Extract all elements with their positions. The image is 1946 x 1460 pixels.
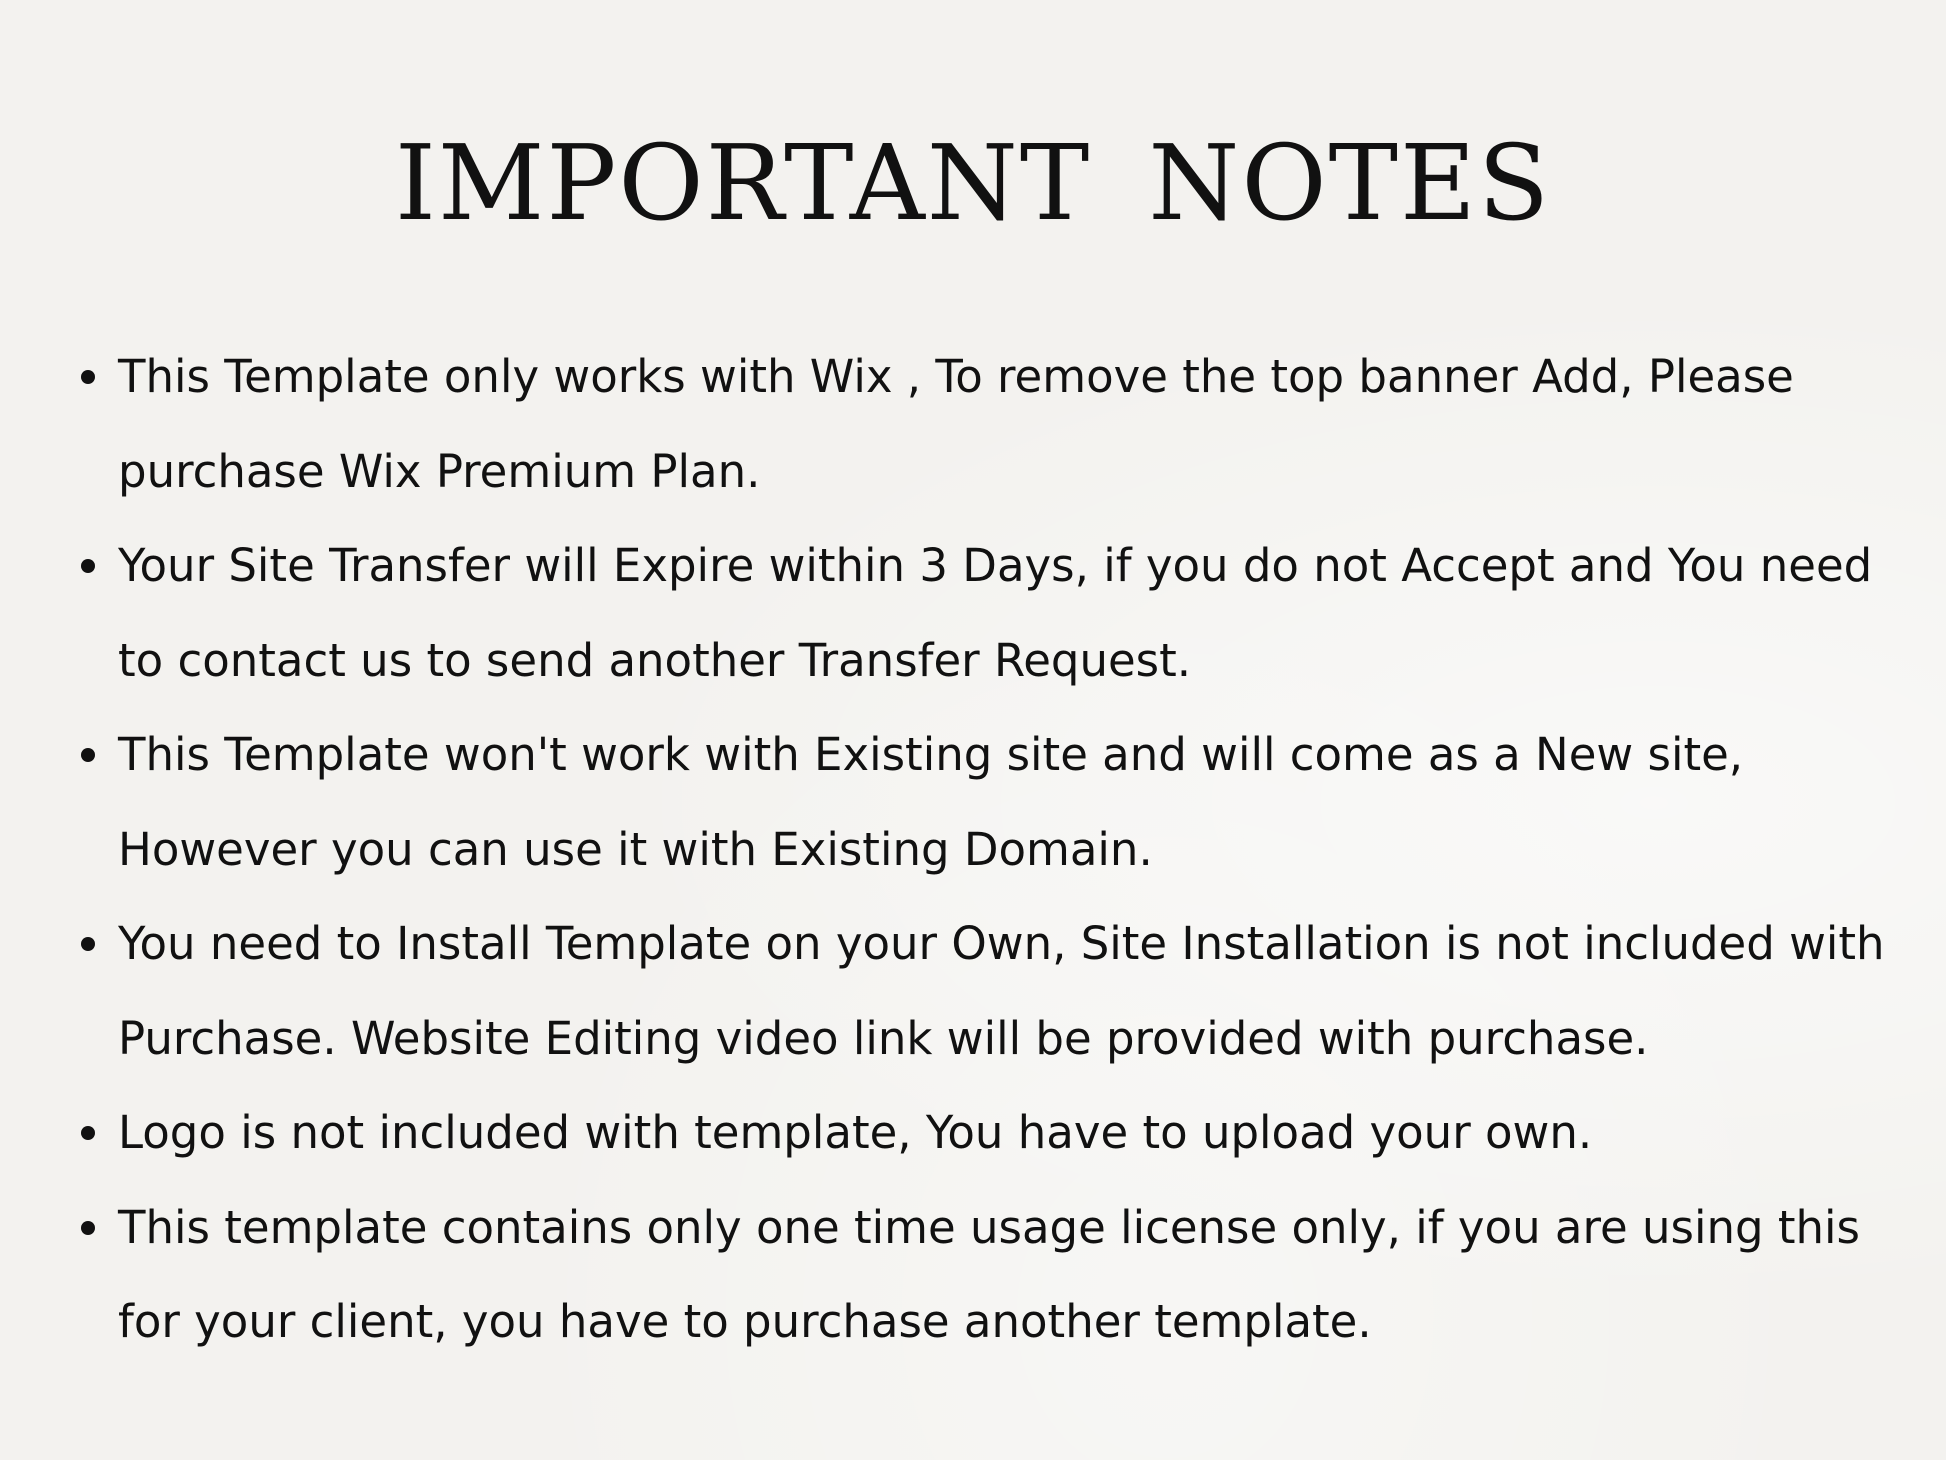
note-item [78, 897, 1898, 1086]
note-item [78, 1181, 1898, 1370]
notes-list [78, 330, 1898, 1370]
bullet-icon [81, 748, 95, 762]
note-item [78, 519, 1898, 708]
note-text: This Template won't work with Existing site and will come as a New site, However you can use it with Existing Domain. [118, 728, 1744, 876]
page-title: IMPORTANT NOTES [394, 122, 1552, 244]
bullet-icon [81, 1221, 95, 1235]
bullet-icon [81, 1126, 95, 1140]
note-text: This Template only works with Wix , To remove the top banner Add, Please purchase Wix Premium Plan. [118, 350, 1794, 498]
note-text: Your Site Transfer will Expire within 3 Days, if you do not Accept and You need to contact us to send another Transfer Request. [118, 539, 1873, 687]
bullet-icon [81, 937, 95, 951]
note-text: You need to Install Template on your Own, Site Installation is not included with Purchase. Website Editing video link will be provided with purchase. [118, 917, 1885, 1065]
note-item [78, 708, 1898, 897]
note-text: This template contains only one time usage license only, if you are using this for your client, you have to purchase another template. [118, 1200, 1860, 1348]
note-item [78, 330, 1898, 519]
note-item [78, 1086, 1898, 1181]
note-text: Logo is not included with template, You have to upload your own. [118, 1106, 1593, 1159]
bullet-icon [81, 559, 95, 573]
bullet-icon [81, 370, 95, 384]
